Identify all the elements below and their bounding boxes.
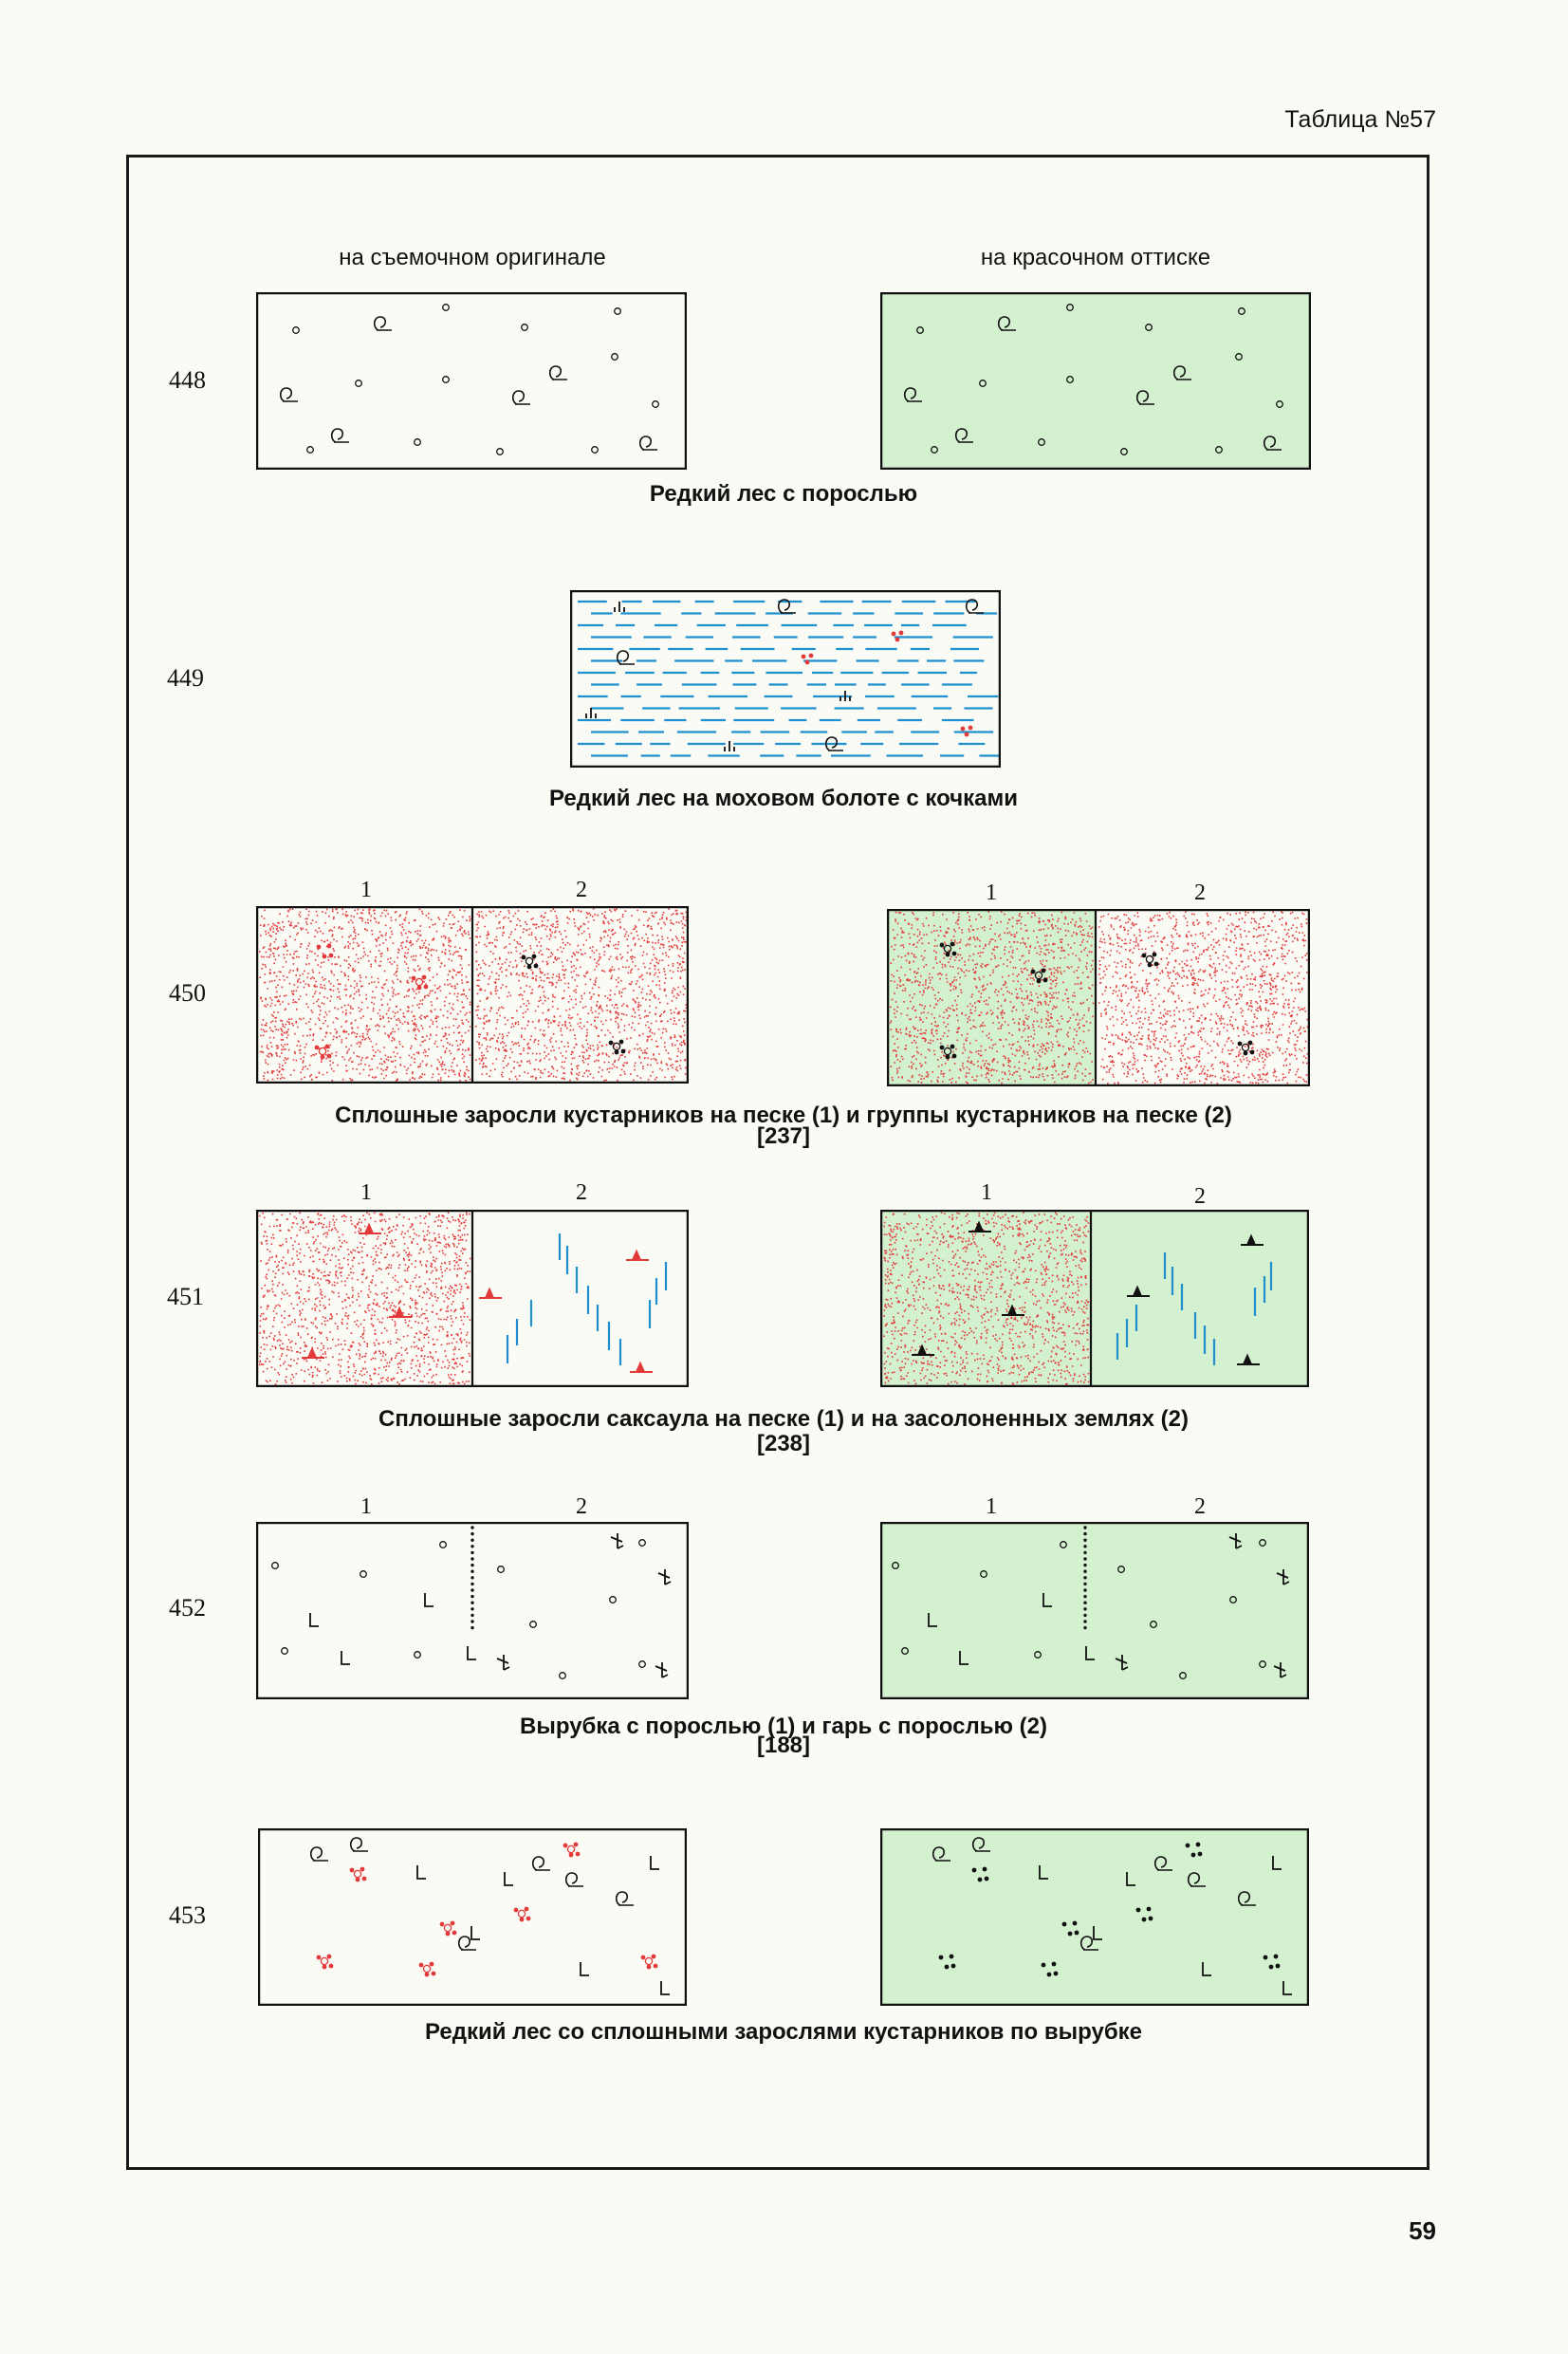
saxaul-icon: [359, 1225, 381, 1233]
boundary-dotted-line: [470, 1564, 473, 1566]
symbol-number-450: 450: [169, 979, 206, 1007]
shrub-group-icon: [563, 1843, 581, 1858]
map-sample-448-print: [880, 292, 1311, 470]
tree-dot: [440, 1542, 447, 1548]
boundary-dotted-line: [470, 1620, 473, 1622]
stump-icon: [471, 1926, 480, 1939]
cell-label-452-1a: 1: [360, 1494, 372, 1519]
grass-tuft-icon: [586, 708, 596, 718]
map-sample-453-original: [258, 1828, 687, 2006]
cell-label-450-2a: 2: [576, 878, 587, 902]
stump-icon: [581, 1962, 589, 1975]
boundary-dotted-line: [1083, 1602, 1086, 1604]
symbol-number-453: 453: [169, 1901, 206, 1929]
burnt-tree-icon: [655, 1662, 668, 1677]
boundary-dotted-line: [1083, 1564, 1086, 1566]
tree-dot: [360, 1571, 367, 1578]
shrub-group-icon: [412, 975, 429, 991]
tree-dot: [639, 1540, 646, 1547]
tree-dot: [443, 305, 450, 311]
boundary-dotted-line: [1083, 1614, 1086, 1617]
saxaul-icon: [479, 1289, 502, 1298]
tree-dot: [498, 1566, 505, 1573]
shrub-group-icon: [641, 1955, 658, 1970]
burnt-tree-icon: [497, 1655, 509, 1670]
reference-451: [238]: [756, 1431, 811, 1456]
sand-stipple-pattern: [259, 909, 471, 1081]
burnt-tree-icon: [658, 1569, 671, 1585]
boundary-dotted-line: [1083, 1583, 1086, 1585]
symbol-number-449: 449: [167, 664, 204, 692]
grass-tuft-icon: [725, 741, 734, 751]
stump-icon: [310, 1613, 319, 1626]
boundary-dotted-line: [1083, 1557, 1086, 1560]
hummock-dot: [809, 654, 814, 658]
column-header-print: на красочном оттиске: [980, 245, 1211, 270]
map-sample-451-original: [256, 1210, 689, 1387]
map-sample-453-print: [880, 1828, 1309, 2006]
boundary-dotted-line: [470, 1576, 473, 1579]
grass-tuft-icon: [615, 602, 624, 612]
shrub-group-icon: [317, 1955, 334, 1970]
map-sample-450-original: [256, 906, 689, 1084]
sparse-tree-icon: [375, 317, 392, 330]
tree-dot: [592, 447, 599, 454]
boundary-dotted-line: [1083, 1607, 1086, 1610]
tree-dot: [560, 1673, 566, 1679]
tree-dot: [610, 1597, 617, 1603]
boundary-dotted-line: [470, 1583, 473, 1585]
boundary-dotted-line: [470, 1626, 473, 1629]
cell-label-452-2a: 2: [576, 1494, 587, 1519]
hummock-dot: [802, 655, 806, 659]
boundary-dotted-line: [470, 1588, 473, 1591]
boundary-dotted-line: [1083, 1626, 1086, 1629]
hummock-dot: [961, 727, 966, 732]
sample-background: [880, 292, 1311, 470]
stump-icon: [505, 1872, 513, 1885]
cell-label-451-1b: 1: [981, 1180, 992, 1205]
tree-dot: [272, 1563, 279, 1569]
tree-dot: [639, 1661, 646, 1668]
caption-450: Сплошные заросли кустарников на песке (1) и группы кустарников на песке (2): [335, 1103, 1232, 1128]
sparse-tree-icon: [617, 1892, 634, 1905]
moss-bog-hatch: [578, 602, 1000, 756]
map-sample-452-print: [880, 1522, 1309, 1699]
symbol-number-448: 448: [169, 366, 206, 394]
hummock-dot: [968, 726, 973, 731]
boundary-dotted-line: [470, 1595, 473, 1598]
hummock-dot: [805, 660, 810, 665]
cell-label-452-1b: 1: [986, 1494, 997, 1519]
tree-dot: [443, 377, 450, 383]
caption-453: Редкий лес со сплошными зарослями кустарников по вырубке: [424, 2019, 1143, 2045]
cell-label-451-2a: 2: [576, 1180, 587, 1205]
column-header-original: на съемочном оригинале: [339, 245, 606, 270]
hummock-dot: [895, 638, 900, 642]
sample-background: [880, 1828, 1309, 2006]
shrub-group-icon: [350, 1867, 367, 1882]
boundary-dotted-line: [470, 1557, 473, 1560]
saxaul-icon: [630, 1363, 653, 1372]
reference-450: [237]: [756, 1123, 811, 1149]
shrub-group-icon: [1142, 953, 1159, 968]
sparse-tree-icon: [618, 651, 635, 664]
map-sample-449: [570, 590, 1001, 768]
sand-stipple-pattern: [259, 1213, 471, 1384]
tree-dot: [293, 327, 300, 334]
stump-icon: [661, 1981, 670, 1994]
boundary-dotted-line: [470, 1551, 473, 1554]
tree-dot: [530, 1622, 537, 1628]
tree-dot: [356, 380, 362, 387]
cell-label-451-2b: 2: [1194, 1184, 1206, 1209]
caption-451: Сплошные заросли саксаула на песке (1) и на засолоненных землях (2): [378, 1406, 1190, 1432]
sparse-tree-icon: [566, 1873, 583, 1886]
table-number-label: Таблица №57: [1284, 106, 1436, 133]
saxaul-icon: [626, 1251, 649, 1260]
cell-label-450-2b: 2: [1194, 880, 1206, 905]
symbol-number-451: 451: [167, 1283, 204, 1310]
caption-452: Вырубка с порослью (1) и гарь с порослью (2): [520, 1714, 1047, 1739]
map-sample-451-print: [880, 1210, 1309, 1387]
boundary-dotted-line: [470, 1607, 473, 1610]
boundary-dotted-line: [1083, 1620, 1086, 1622]
boundary-dotted-line: [1083, 1532, 1086, 1535]
stump-icon: [425, 1593, 434, 1606]
sparse-tree-icon: [533, 1857, 550, 1870]
boundary-dotted-line: [1083, 1526, 1086, 1529]
sample-background: [880, 1210, 1091, 1387]
boundary-dotted-line: [470, 1539, 473, 1542]
sparse-tree-icon: [332, 429, 349, 442]
tree-dot: [612, 354, 618, 361]
boundary-dotted-line: [470, 1532, 473, 1535]
sparse-tree-icon: [351, 1838, 368, 1851]
cell-label-452-2b: 2: [1194, 1494, 1206, 1519]
cell-label-451-1a: 1: [360, 1180, 372, 1205]
caption-448: Редкий лес с порослью: [649, 481, 918, 507]
boundary-dotted-line: [470, 1545, 473, 1548]
sparse-tree-icon: [513, 391, 530, 404]
burnt-tree-icon: [611, 1533, 623, 1548]
stump-icon: [651, 1856, 659, 1869]
tree-dot: [615, 308, 621, 315]
reference-452: [188]: [756, 1733, 811, 1758]
shrub-group-icon: [317, 944, 334, 959]
hummock-dot: [892, 632, 896, 637]
boundary-dotted-line: [470, 1526, 473, 1529]
boundary-dotted-line: [470, 1602, 473, 1604]
boundary-dotted-line: [1083, 1576, 1086, 1579]
boundary-dotted-line: [1083, 1588, 1086, 1591]
stump-icon: [341, 1651, 350, 1664]
tree-dot: [522, 324, 528, 331]
shrub-group-icon: [419, 1962, 436, 1977]
sparse-tree-icon: [311, 1847, 328, 1861]
tree-dot: [307, 447, 314, 454]
sparse-tree-icon: [550, 366, 567, 380]
boundary-dotted-line: [1083, 1595, 1086, 1598]
hummock-dot: [965, 732, 969, 737]
tree-dot: [282, 1648, 288, 1655]
stump-icon: [417, 1865, 426, 1879]
boundary-dotted-line: [470, 1570, 473, 1573]
boundary-dotted-line: [1083, 1539, 1086, 1542]
sample-border: [571, 591, 1000, 767]
sample-background: [880, 1522, 1309, 1699]
map-sample-452-original: [256, 1522, 689, 1699]
sparse-tree-icon: [459, 1937, 476, 1950]
tree-dot: [653, 401, 659, 408]
sand-stipple-pattern: [475, 909, 687, 1081]
sparse-tree-icon: [281, 388, 298, 401]
boundary-dotted-line: [470, 1614, 473, 1617]
shrub-group-icon: [514, 1907, 531, 1922]
map-sample-448-original: [256, 292, 687, 470]
boundary-dotted-line: [1083, 1551, 1086, 1554]
shrub-group-icon: [440, 1921, 457, 1937]
cell-label-450-1a: 1: [360, 878, 372, 902]
cell-label-450-1b: 1: [986, 880, 997, 905]
stump-icon: [468, 1646, 476, 1659]
sparse-tree-icon: [640, 436, 657, 450]
tree-dot: [415, 1652, 421, 1659]
boundary-dotted-line: [1083, 1545, 1086, 1548]
page-number: 59: [1409, 2216, 1436, 2245]
boundary-dotted-line: [1083, 1570, 1086, 1573]
sample-background: [1091, 1210, 1309, 1387]
sand-stipple-pattern: [1098, 912, 1308, 1084]
tree-dot: [497, 449, 504, 455]
shrub-group-icon: [522, 955, 539, 970]
caption-449: Редкий лес на моховом болоте с кочками: [548, 786, 1018, 811]
symbol-number-452: 452: [169, 1594, 206, 1622]
sample-border: [257, 293, 686, 469]
map-sample-450-print: [887, 909, 1310, 1086]
sample-border: [259, 1829, 686, 2005]
tree-dot: [415, 439, 421, 446]
hummock-dot: [899, 631, 904, 636]
